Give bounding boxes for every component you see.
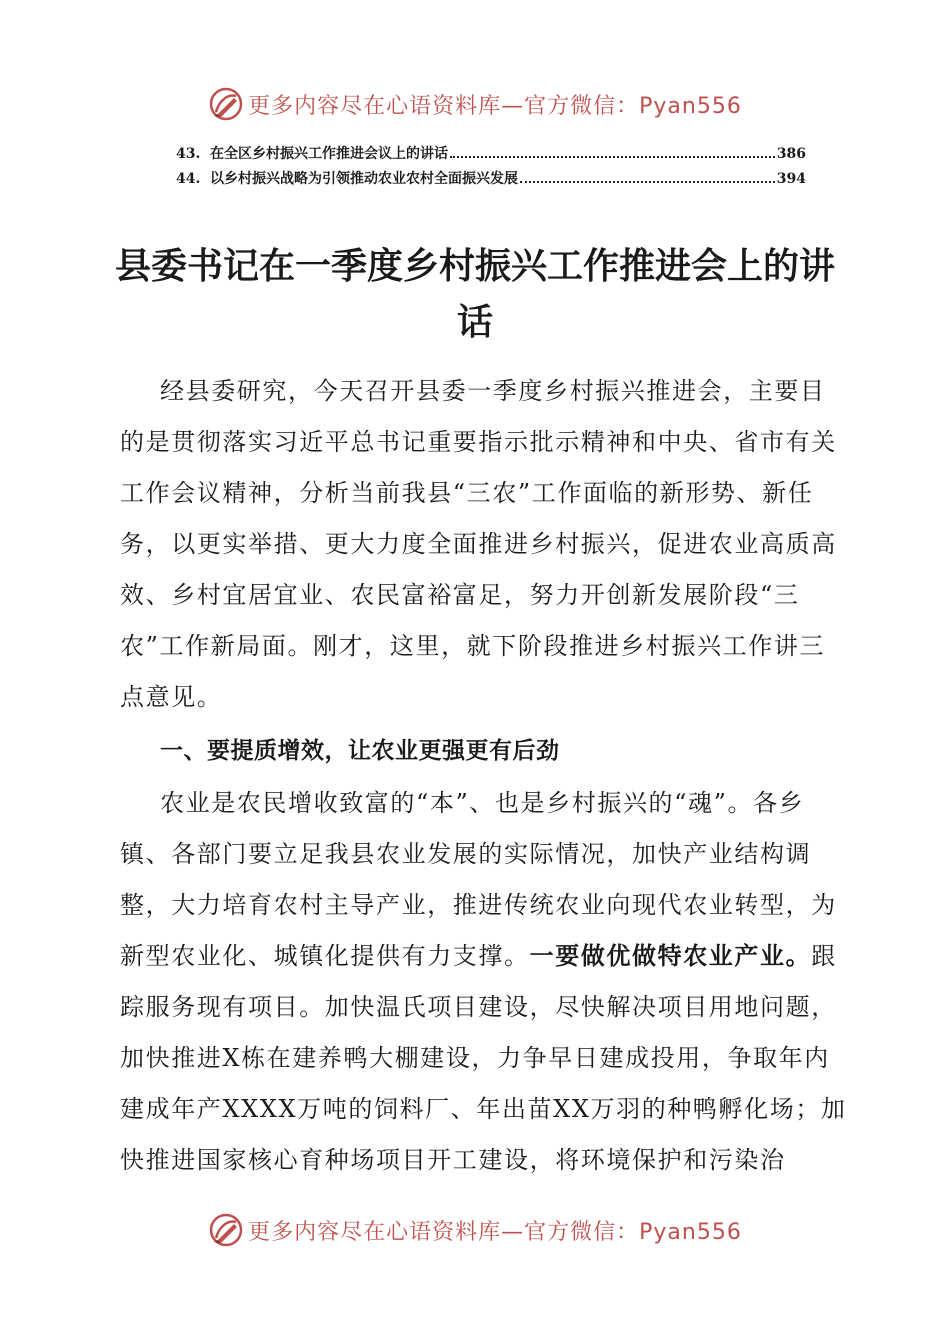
header-banner bbox=[0, 84, 950, 124]
footer-banner bbox=[0, 1210, 950, 1250]
toc-dot-leader bbox=[520, 181, 775, 183]
document-body bbox=[120, 366, 850, 1186]
emphasis-text: 一要做优做特农业产业。 bbox=[529, 942, 812, 970]
toc-entry-title: 在全区乡村振兴工作推进会议上的讲话 bbox=[210, 146, 448, 162]
pen-swirl-logo-icon bbox=[208, 86, 244, 122]
banner-text: 更多内容尽在心语资料库—官方微信：Pyan556 bbox=[248, 93, 742, 119]
toc-entry[interactable] bbox=[176, 143, 806, 168]
toc-dot-leader bbox=[450, 156, 775, 158]
toc-entry[interactable] bbox=[176, 168, 806, 193]
intro-paragraph: 经县委研究，今天召开县委一季度乡村振兴推进会，主要目的是贯彻落实习近平总书记重要指示批示精神和中央、省市有关工作会议精神，分析当前我县“三农”工作面临的新形势、新任务，以更实举措、更大力度全面推进乡村振兴，促进农业高质高效、乡村宜居宜业、农民富裕富足，努力开创新发展阶段“三农”工作新局面。刚才，这里，就下阶段推进乡村振兴工作讲三点意见。 bbox=[120, 377, 837, 711]
paragraph-text: 农业是农民增收致富的“本”、也是乡村振兴的“魂”。各乡镇、各部门要立足我县农业发展的实际情况，加快产业结构调整，大力培育农村主导产业，推进传统农业向现代农业转型，为新型农业化、城镇化提供有力支撑。 bbox=[120, 789, 837, 970]
section-heading: 一、要提质增效，让农业更强更有后劲 bbox=[160, 738, 560, 764]
toc-entry-number: 44. bbox=[176, 171, 201, 187]
toc-entry-number: 43. bbox=[176, 146, 201, 162]
paragraph-text: 跟踪服务现有项目。加快温氏项目建设，尽快解决项目用地问题，加快推进X栋在建养鸭大棚建设，力争早日建成投用，争取年内建成年产XXXX万吨的饲料厂、年出苗XX万羽的种鸭孵化场；加快推进国家核心育种场项目开工建设，将环境保护和污染治 bbox=[120, 942, 847, 1174]
document-title: 县委书记在一季度乡村振兴工作推进会上的讲话 bbox=[114, 245, 835, 343]
toc-entry-page: 394 bbox=[776, 171, 806, 187]
toc-entry-title: 以乡村振兴战略为引领推动农业农村全面振兴发展 bbox=[210, 171, 518, 187]
toc-entry-page: 386 bbox=[776, 146, 806, 162]
section-paragraph bbox=[120, 778, 850, 1186]
banner-text: 更多内容尽在心语资料库—官方微信：Pyan556 bbox=[248, 1219, 742, 1245]
table-of-contents bbox=[176, 143, 806, 193]
pen-swirl-logo-icon bbox=[208, 1212, 244, 1248]
